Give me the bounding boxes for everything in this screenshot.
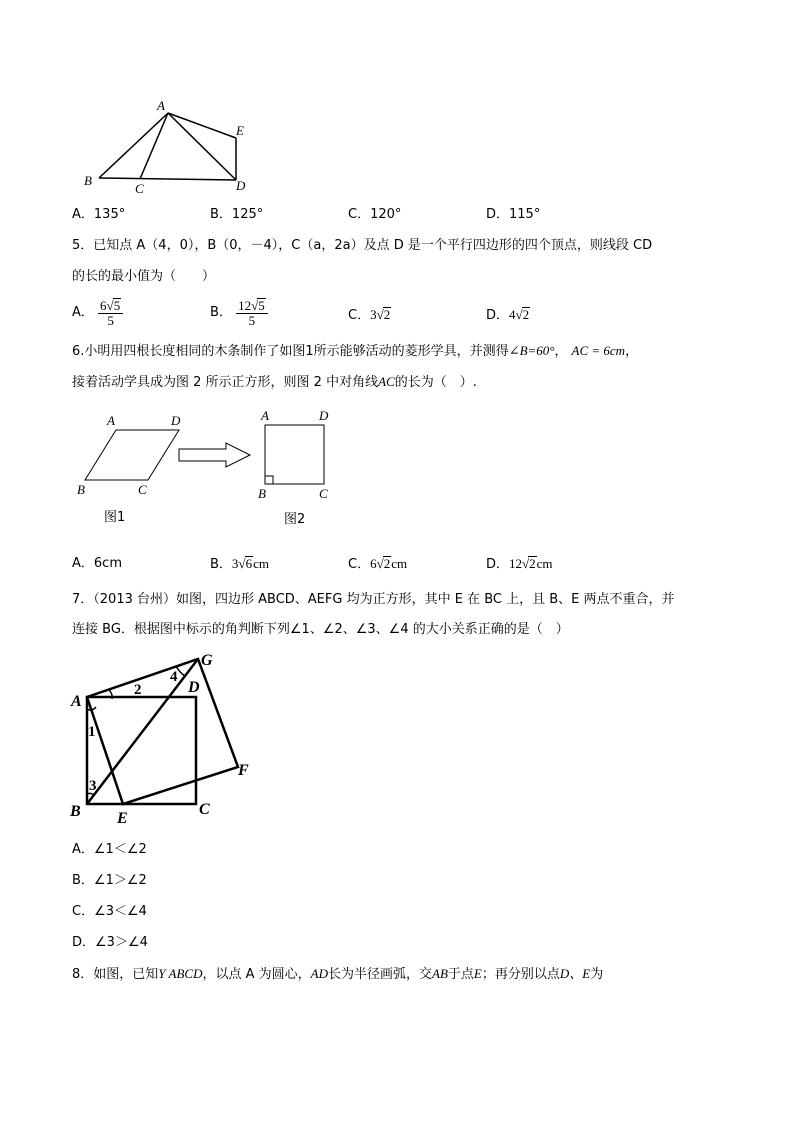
q7-option-c: C．∠3＜∠4 xyxy=(72,904,147,919)
q5-option-b: B． $\frac{12√5}{5}$ xyxy=(210,298,268,328)
q4-label-d: D xyxy=(236,178,246,193)
q4-figure xyxy=(78,96,268,196)
q7-stem-line1: 7．（2013 台州）如图，四边形 ABCD、AEFG 均为正方形，其中 E 在 BC 上，且 B、E 两点不重合，并 xyxy=(72,592,675,607)
q4-option-b: B．125° xyxy=(210,207,264,222)
q6-fig2-label-d: D xyxy=(319,408,329,423)
q5-option-d: D．4√2 xyxy=(486,307,530,323)
q6-fig1-label-c: C xyxy=(138,482,147,497)
q7-label-b: B xyxy=(70,803,81,820)
q7-stem-line2: 连接 BG．根据图中标示的角判断下列∠1、∠2、∠3、∠4 的大小关系正确的是（ ） xyxy=(72,622,569,637)
q6-fig1-label-b: B xyxy=(77,482,85,497)
q7-option-d: D．∠3＞∠4 xyxy=(72,935,148,950)
q6-fig1-label-a: A xyxy=(107,413,115,428)
q7-label-e: E xyxy=(117,810,128,827)
q6-fig1-caption: 图1 xyxy=(104,510,126,525)
q7-angle-3: 3 xyxy=(89,778,97,794)
q6-fig2-label-c: C xyxy=(319,486,328,501)
q4-label-e: E xyxy=(236,123,244,138)
q7-label-d: D xyxy=(188,679,200,696)
q6-fig1-label-d: D xyxy=(171,413,181,428)
q6-fig2-label-a: A xyxy=(261,408,269,423)
q5-stem-line2: 的长的最小值为（ ） xyxy=(72,269,216,284)
q7-figure xyxy=(66,646,266,832)
q6-option-d: D．12√2cm xyxy=(486,556,553,572)
q8-stem-line1: 8．如图，已知Y ABCD，以点 A 为圆心，AD长为半径画弧，交AB于点E；再分别以点D、E为 xyxy=(72,966,604,982)
q7-angle-2: 2 xyxy=(134,682,142,698)
q5-stem-line1: 5．已知点 A（4，0），B（0，－4），C（a，2a）及点 D 是一个平行四边形的四个顶点，则线段 CD xyxy=(72,238,653,253)
q4-option-d: D．115° xyxy=(486,207,541,222)
q7-option-b: B．∠1＞∠2 xyxy=(72,873,147,888)
arrow-icon xyxy=(176,440,256,470)
q5-option-c: C．3√2 xyxy=(348,307,391,323)
q6-figure2-square xyxy=(254,405,344,503)
q7-angle-1: 1 xyxy=(88,724,96,740)
q4-label-b: B xyxy=(84,173,92,188)
q7-label-g: G xyxy=(201,652,213,669)
q4-label-a: A xyxy=(157,98,165,113)
q7-option-a: A．∠1＜∠2 xyxy=(72,842,147,857)
q4-option-c: C．120° xyxy=(348,207,402,222)
q6-option-c: C．6√2cm xyxy=(348,556,408,572)
q6-fig2-caption: 图2 xyxy=(284,512,306,527)
q7-label-c: C xyxy=(199,801,210,818)
q7-label-a: A xyxy=(71,693,82,710)
q5-option-a: A． $\frac{6√5}{5}$ xyxy=(72,298,123,328)
q7-label-f: F xyxy=(238,762,249,779)
q6-stem-line2: 接着活动学具成为图 2 所示正方形，则图 2 中对角线AC的长为（ ）. xyxy=(72,374,477,390)
q6-option-a: A．6cm xyxy=(72,556,122,571)
q4-label-c: C xyxy=(135,181,144,196)
q7-angle-4: 4 xyxy=(170,669,178,685)
q6-option-b: B．3√6cm xyxy=(210,556,269,572)
q6-fig2-label-b: B xyxy=(258,486,266,501)
q6-stem-line1: 6.小明用四根长度相同的木条制作了如图1所示能够活动的菱形学具，并测得∠B=60°， AC = 6cm， xyxy=(72,343,639,359)
q4-option-a: A．135° xyxy=(72,207,126,222)
